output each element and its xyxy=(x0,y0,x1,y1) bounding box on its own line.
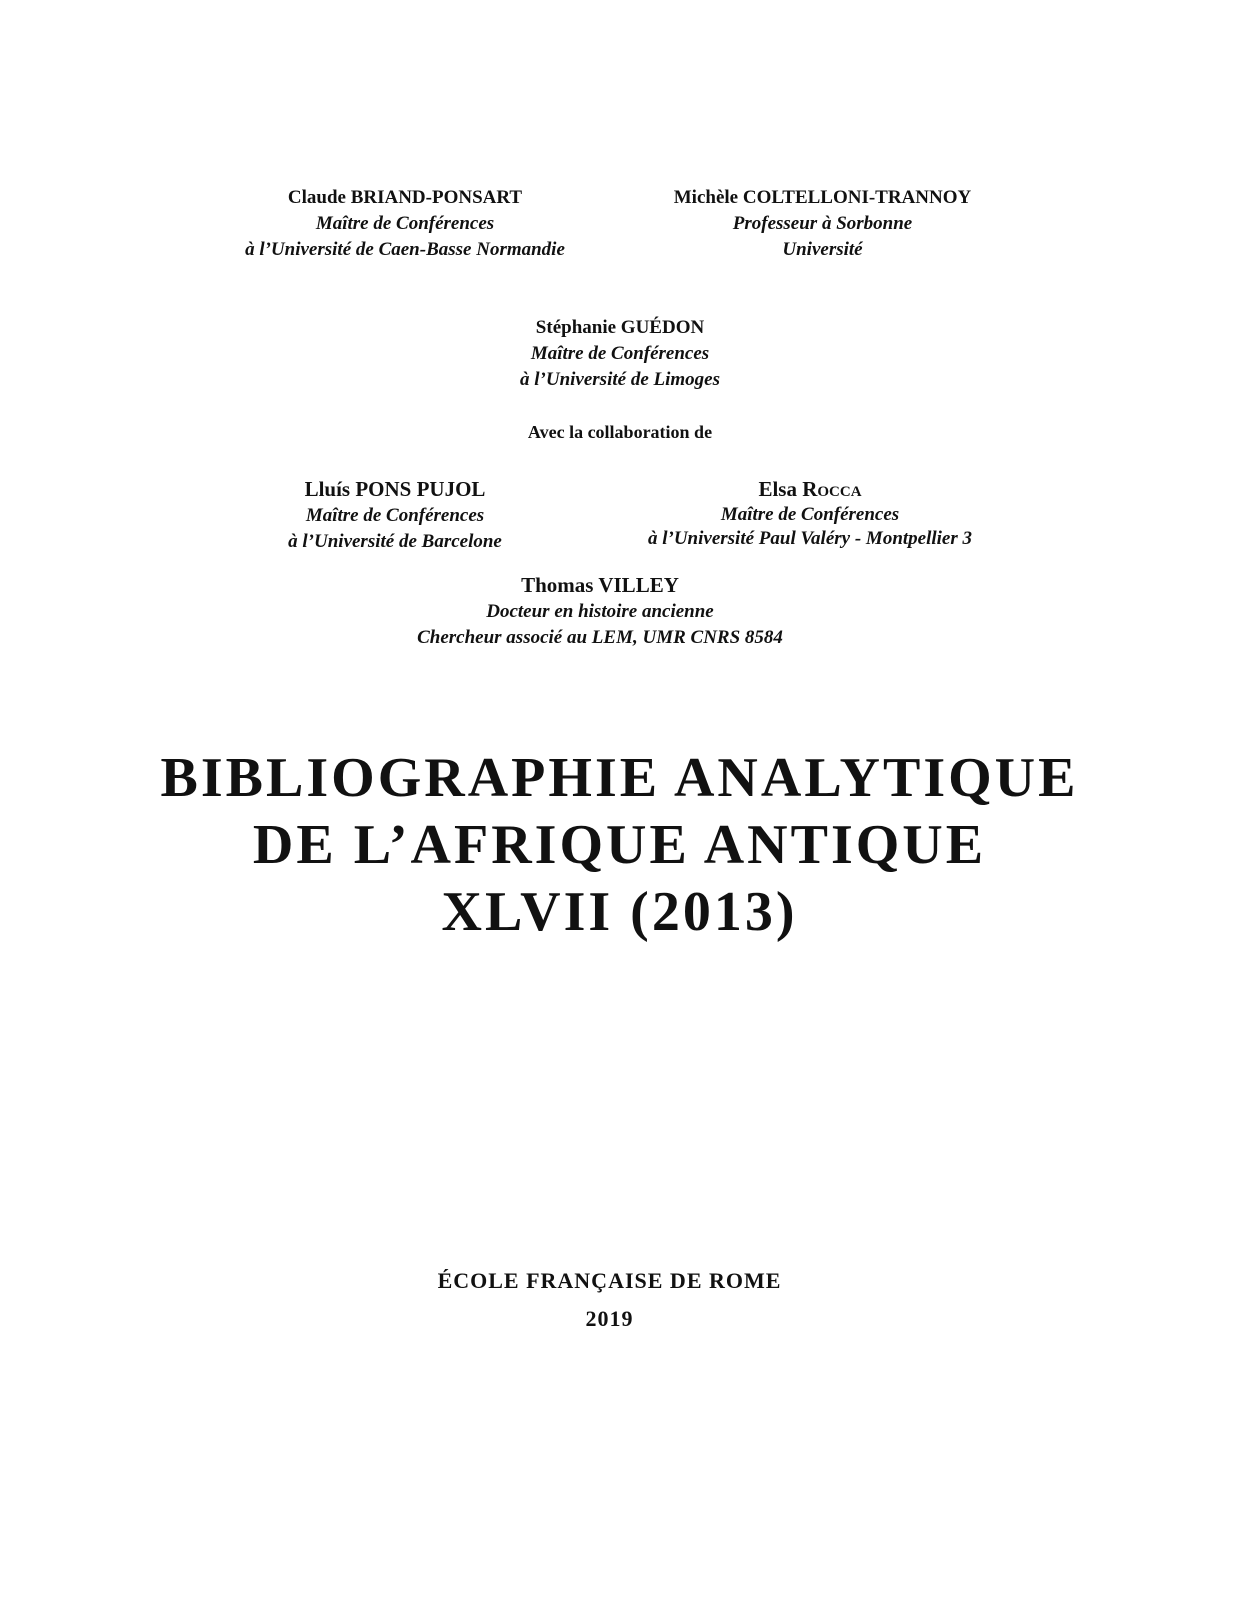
author-coltelloni-trannoy xyxy=(630,185,1015,263)
author-name: Stéphanie GUÉDON xyxy=(535,317,705,338)
author-briand-ponsart xyxy=(155,185,655,263)
collaborator-role: Maître de Conférences xyxy=(720,504,900,525)
book-title-line-2: DE L’AFRIQUE ANTIQUE xyxy=(252,814,987,876)
author-name: Michèle COLTELLONI-TRANNOY xyxy=(673,187,972,208)
collaborator-institution: à l’Université Paul Valéry - Montpellier 3 xyxy=(647,528,973,549)
author-role: Maître de Conférences xyxy=(315,213,495,234)
collaborator-role: Maître de Conférences xyxy=(305,505,485,526)
author-institution: Université xyxy=(782,239,863,260)
collaborator-role: Docteur en histoire ancienne xyxy=(486,601,714,622)
publication-year: 2019 xyxy=(585,1306,634,1331)
book-title xyxy=(0,745,1239,946)
collaborator-rocca xyxy=(600,475,1020,551)
collaborator-name: Thomas VILLEY xyxy=(521,573,679,597)
author-role: Maître de Conférences xyxy=(530,343,710,364)
collaboration-label: Avec la collaboration de xyxy=(527,422,713,442)
author-institution: à l’Université de Caen-Basse Normandie xyxy=(245,239,565,260)
collaborator-institution: Chercheur associé au LEM, UMR CNRS 8584 xyxy=(417,627,783,648)
author-guedon xyxy=(410,315,830,393)
author-institution: à l’Université de Limoges xyxy=(520,369,720,390)
collaborator-pons-pujol xyxy=(210,475,580,555)
book-title-line-3: XLVII (2013) xyxy=(441,881,798,943)
collaborator-name: Lluís PONS PUJOL xyxy=(304,477,486,501)
collaborator-villey xyxy=(360,571,840,651)
collaborator-name: Elsa Rocca xyxy=(758,477,862,501)
publisher xyxy=(0,1262,1219,1338)
book-title-line-1: BIBLIOGRAPHIE ANALYTIQUE xyxy=(160,747,1079,809)
publisher-name: ÉCOLE FRANÇAISE DE ROME xyxy=(437,1268,782,1293)
author-name: Claude BRIAND-PONSART xyxy=(287,187,523,208)
author-role: Professeur à Sorbonne xyxy=(732,213,913,234)
collaborator-institution: à l’Université de Barcelone xyxy=(288,531,502,552)
